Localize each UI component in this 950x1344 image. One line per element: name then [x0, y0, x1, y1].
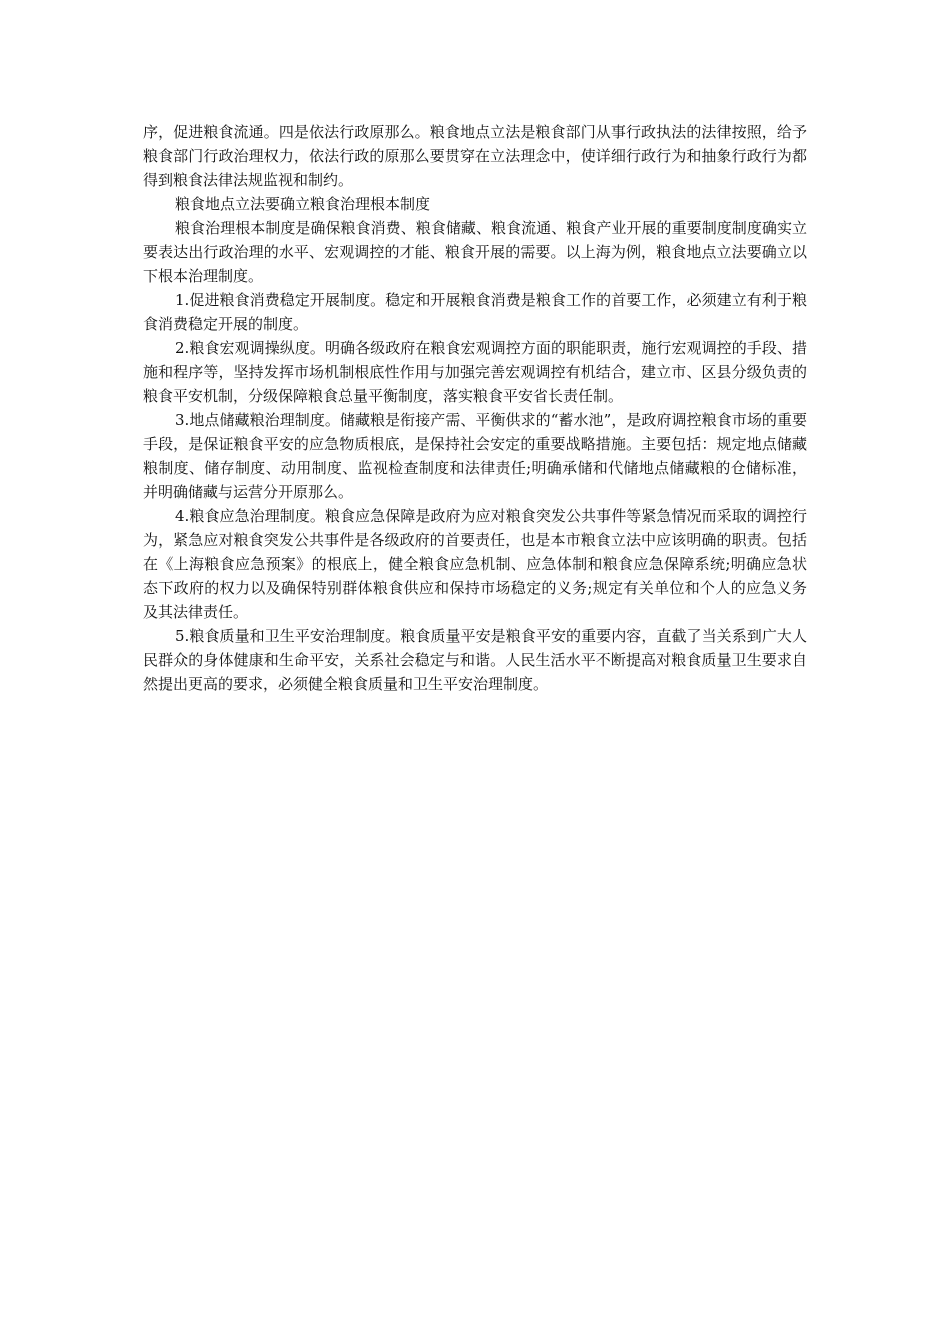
paragraph-item-3: 3.地点储藏粮治理制度。储藏粮是衔接产需、平衡供求的“蓄水池”，是政府调控粮食市场的重要手段，是保证粮食平安的应急物质根底，是保持社会安定的重要战略措施。主要包括：规定地点储藏粮制度、储存制度、动用制度、监视检查制度和法律责任;明确承储和代储地点储藏粮的仓储标准，并明确储藏与运营分开原那么。 — [143, 411, 807, 501]
paragraph-item-2: 2.粮食宏观调操纵度。明确各级政府在粮食宏观调控方面的职能职责，施行宏观调控的手段、措施和程序等，坚持发挥市场机制根底性作用与加强完善宏观调控有机结合，建立市、区县分级负责的粮食平安机制，分级保障粮食总量平衡制度，落实粮食平安省长责任制。 — [143, 339, 807, 405]
paragraph-item-5: 5.粮食质量和卫生平安治理制度。粮食质量平安是粮食平安的重要内容，直截了当关系到广大人民群众的身体健康和生命平安，关系社会稳定与和谐。人民生活水平不断提高对粮食质量卫生要求自然提出更高的要求，必须健全粮食质量和卫生平安治理制度。 — [143, 627, 807, 693]
document-page — [143, 120, 807, 696]
section-heading: 粮食地点立法要确立粮食治理根本制度 — [175, 195, 431, 213]
paragraph-1: 序，促进粮食流通。四是依法行政原那么。粮食地点立法是粮食部门从事行政执法的法律按照，给予粮食部门行政治理权力，依法行政的原那么要贯穿在立法理念中，使详细行政行为和抽象行政行为都得到粮食法律法规监视和制约。 — [143, 123, 807, 189]
paragraph-2: 粮食治理根本制度是确保粮食消费、粮食储藏、粮食流通、粮食产业开展的重要制度制度确实立要表达出行政治理的水平、宏观调控的才能、粮食开展的需要。以上海为例，粮食地点立法要确立以下根本治理制度。 — [143, 219, 807, 285]
paragraph-item-1: 1.促进粮食消费稳定开展制度。稳定和开展粮食消费是粮食工作的首要工作，必须建立有利于粮食消费稳定开展的制度。 — [143, 291, 807, 333]
paragraph-item-4: 4.粮食应急治理制度。粮食应急保障是政府为应对粮食突发公共事件等紧急情况而采取的调控行为，紧急应对粮食突发公共事件是各级政府的首要责任，也是本市粮食立法中应该明确的职责。包括在《上海粮食应急预案》的根底上，健全粮食应急机制、应急体制和粮食应急保障系统;明确应急状态下政府的权力以及确保特别群体粮食供应和保持市场稳定的义务;规定有关单位和个人的应急义务及其法律责任。 — [143, 507, 807, 621]
